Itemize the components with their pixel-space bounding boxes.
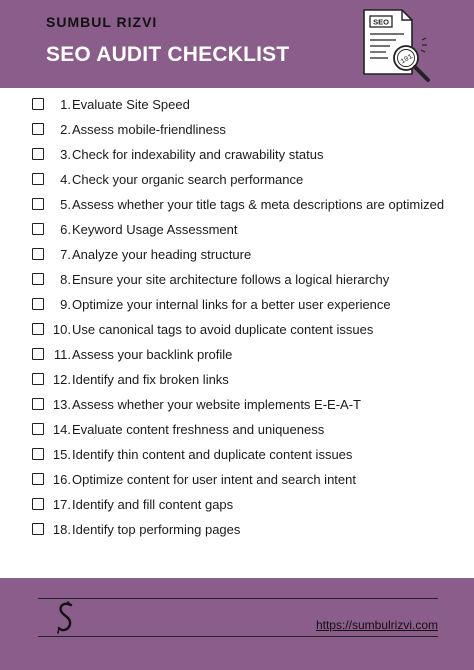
- item-text: Identify and fill content gaps: [72, 497, 234, 512]
- page-title: SEO AUDIT CHECKLIST: [46, 43, 290, 66]
- item-number: 6.: [60, 222, 71, 237]
- header-band: [0, 0, 474, 88]
- item-number: 17.: [52, 497, 71, 512]
- checkbox[interactable]: [32, 373, 44, 385]
- item-text: Optimize your internal links for a better user experience: [72, 297, 391, 312]
- checkbox[interactable]: [32, 98, 44, 110]
- svg-text:101: 101: [399, 53, 415, 67]
- checkbox[interactable]: [32, 423, 44, 435]
- brand-name: SUMBUL RIZVI: [46, 14, 158, 30]
- checkbox[interactable]: [32, 123, 44, 135]
- footer-band: [0, 578, 474, 670]
- item-text: Assess your backlink profile: [72, 347, 233, 362]
- checklist-item: [0, 242, 474, 267]
- checklist-item: [0, 117, 474, 142]
- item-number: 4.: [60, 172, 71, 187]
- checkbox[interactable]: [32, 148, 44, 160]
- checkbox[interactable]: [32, 248, 44, 260]
- checkbox[interactable]: [32, 348, 44, 360]
- checkbox[interactable]: [32, 323, 44, 335]
- checklist-item: [0, 517, 474, 542]
- checkbox[interactable]: [32, 298, 44, 310]
- checkbox[interactable]: [32, 498, 44, 510]
- checkbox[interactable]: [32, 523, 44, 535]
- checkbox[interactable]: [32, 448, 44, 460]
- item-number: 13.: [52, 397, 71, 412]
- item-number: 2.: [60, 122, 71, 137]
- checklist-item: [0, 267, 474, 292]
- item-number: 5.: [60, 197, 71, 212]
- seo-badge-text: SEO: [373, 17, 389, 27]
- item-number: 14.: [52, 422, 71, 437]
- item-text: Check for indexability and crawability status: [72, 147, 324, 162]
- checklist-item: [0, 167, 474, 192]
- item-number: 11.: [53, 347, 71, 362]
- checklist-item: [0, 392, 474, 417]
- item-text: Check your organic search performance: [72, 172, 304, 187]
- seo-checklist: [0, 92, 474, 542]
- item-number: 16.: [52, 472, 71, 487]
- s-logo-icon: [56, 601, 76, 635]
- checkbox[interactable]: [32, 273, 44, 285]
- item-text: Assess mobile-friendliness: [72, 122, 226, 137]
- item-text: Identify and fix broken links: [72, 372, 229, 387]
- item-number: 9.: [60, 297, 71, 312]
- checklist-item: [0, 142, 474, 167]
- item-number: 3.: [60, 147, 71, 162]
- checklist-item: [0, 317, 474, 342]
- footer-divider-top: [38, 598, 438, 599]
- seo-document-magnifier-icon: [356, 4, 436, 84]
- checkbox[interactable]: [32, 173, 44, 185]
- checkbox[interactable]: [32, 198, 44, 210]
- checklist-item: [0, 367, 474, 392]
- checklist-item: [0, 417, 474, 442]
- item-number: 1.: [60, 97, 71, 112]
- checklist-item: [0, 342, 474, 367]
- checklist-item: [0, 217, 474, 242]
- checklist-item: [0, 292, 474, 317]
- item-number: 18.: [52, 522, 71, 537]
- item-number: 15.: [52, 447, 71, 462]
- item-text: Optimize content for user intent and search intent: [72, 472, 356, 487]
- checkbox[interactable]: [32, 398, 44, 410]
- checkbox[interactable]: [32, 223, 44, 235]
- item-text: Assess whether your website implements E-E-A-T: [72, 397, 361, 412]
- item-text: Identify thin content and duplicate content issues: [72, 447, 353, 462]
- item-number: 7.: [60, 247, 71, 262]
- item-number: 12.: [52, 372, 71, 387]
- footer-divider-bottom: [38, 636, 438, 637]
- item-text: Keyword Usage Assessment: [72, 222, 238, 237]
- checklist-item: [0, 492, 474, 517]
- checklist-item: [0, 467, 474, 492]
- checklist-item: [0, 192, 474, 217]
- website-link[interactable]: https://sumbulrizvi.com: [315, 618, 438, 632]
- item-text: Evaluate Site Speed: [72, 97, 190, 112]
- item-text: Use canonical tags to avoid duplicate content issues: [72, 322, 374, 337]
- checklist-item: [0, 442, 474, 467]
- checklist-item: [0, 92, 474, 117]
- item-text: Evaluate content freshness and uniqueness: [72, 422, 325, 437]
- item-text: Assess whether your title tags & meta descriptions are optimized: [72, 197, 445, 212]
- item-text: Analyze your heading structure: [72, 247, 252, 262]
- item-text: Identify top performing pages: [72, 522, 241, 537]
- item-number: 10.: [52, 322, 71, 337]
- item-number: 8.: [60, 272, 71, 287]
- item-text: Ensure your site architecture follows a logical hierarchy: [72, 272, 390, 287]
- checkbox[interactable]: [32, 473, 44, 485]
